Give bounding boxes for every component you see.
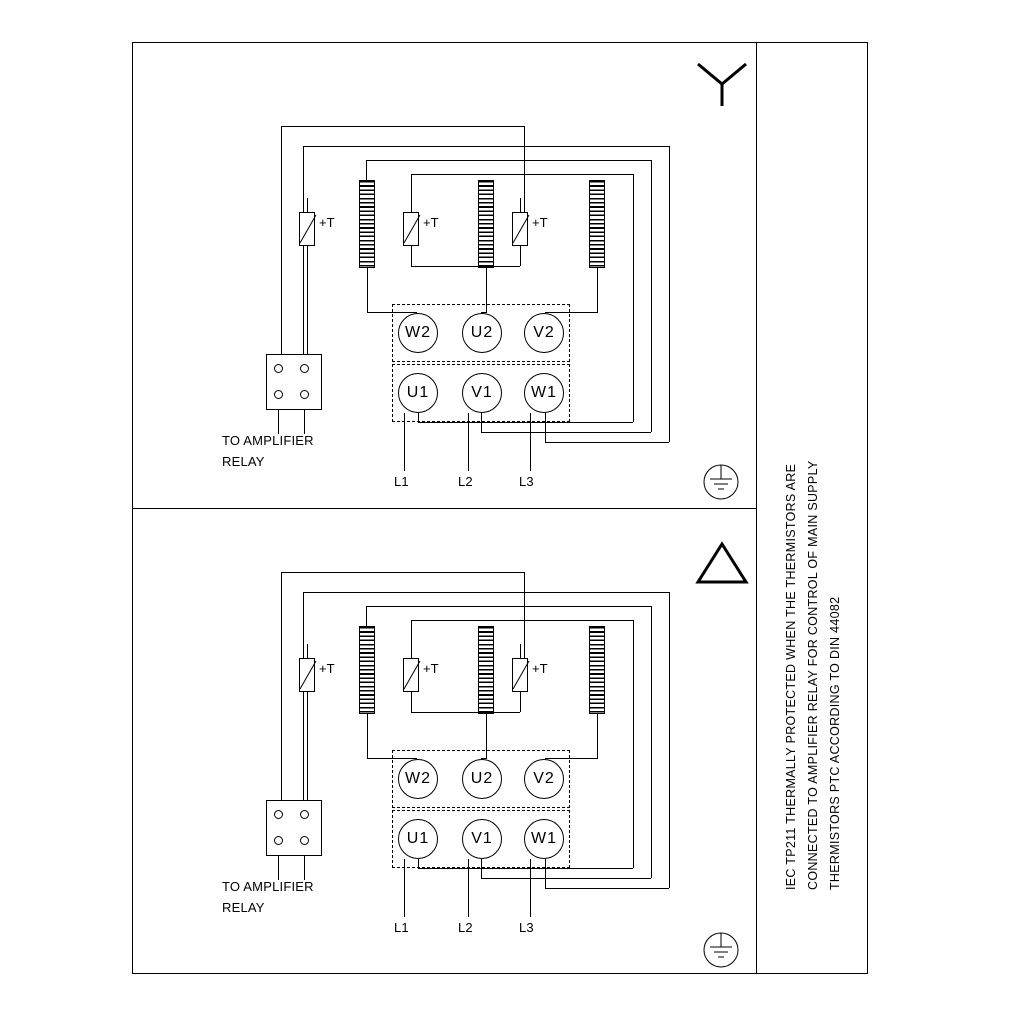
wire [411,692,412,712]
wire [411,620,633,621]
amplifier-label-line1: TO AMPLIFIER [222,879,314,894]
wire [303,592,304,806]
motor-coil [478,180,494,268]
thermistor-label: +T [532,215,548,230]
terminal-v1: V1 [462,819,502,859]
thermistor-slash-icon [401,210,423,248]
phase-label-l1: L1 [394,920,409,935]
motor-coil [478,626,494,714]
connector-pin [274,810,283,819]
terminal-u1: U1 [398,819,438,859]
wire [411,174,633,175]
thermistor-slash-icon [297,656,319,694]
wire [669,146,670,442]
delta-symbol [694,540,750,586]
phase-label-l2: L2 [458,474,473,489]
wire [520,644,521,658]
wire [303,146,669,147]
terminal-v2: V2 [524,759,564,799]
wire [367,714,368,759]
panel-star [0,0,1024,508]
earth-ground-icon [698,930,744,970]
wire [520,246,521,266]
thermistor-slash-icon [510,210,532,248]
wire [633,174,634,422]
wire [366,160,651,161]
thermistor-label: +T [319,661,335,676]
wire [669,592,670,888]
thermistor-label: +T [423,215,439,230]
note-line-3: THERMISTORS PTC ACCORDING TO DIN 44082 [828,596,842,890]
terminal-w1: W1 [524,373,564,413]
amplifier-label-line2: RELAY [222,900,265,915]
wire [278,856,279,880]
wire [411,266,520,267]
wire [281,572,282,806]
wire [481,413,482,432]
wire [633,620,634,868]
wire [307,692,308,806]
wire [411,246,412,266]
wire [481,432,651,433]
phase-label-l1: L1 [394,474,409,489]
wire [545,859,546,888]
wire [545,442,669,443]
wire [367,268,368,313]
wire [307,198,308,212]
thermistor-slash-icon [510,656,532,694]
wire [481,878,651,879]
wire [520,692,521,712]
motor-coil [359,626,375,714]
thermistor-slash-icon [401,656,423,694]
amplifier-connector [266,800,322,856]
wire [307,246,308,360]
phase-label-l3: L3 [519,474,534,489]
connector-pin [300,390,309,399]
wire [520,198,521,212]
wire [281,126,282,360]
connector-pin [300,364,309,373]
phase-label-l3: L3 [519,920,534,935]
note-line-1: IEC TP211 THERMALLY PROTECTED WHEN THE THERMISTORS ARE [784,463,798,890]
star-symbol [694,60,750,110]
note-line-2: CONNECTED TO AMPLIFIER RELAY FOR CONTROL OF MAIN SUPPLY [806,460,820,890]
wire [303,146,304,360]
terminal-v2: V2 [524,313,564,353]
wire [418,859,419,868]
connector-pin [274,364,283,373]
connector-pin [274,836,283,845]
wire [651,606,652,878]
thermistor-label: +T [319,215,335,230]
amplifier-connector [266,354,322,410]
connector-pin [300,810,309,819]
wire [411,712,520,713]
wire [304,856,305,880]
wire [545,888,669,889]
wire [366,606,367,626]
wire [418,413,419,422]
wire [366,606,651,607]
motor-coil [589,180,605,268]
wire [597,268,598,313]
wire [418,422,633,423]
thermistor-label: +T [532,661,548,676]
panel-delta [0,446,1024,974]
wire [411,644,412,658]
motor-coil [359,180,375,268]
wire [278,410,279,434]
wire [418,868,633,869]
wire [304,410,305,434]
wire [281,572,524,573]
terminal-w1: W1 [524,819,564,859]
motor-coil [589,626,605,714]
phase-label-l2: L2 [458,920,473,935]
wire [411,198,412,212]
amplifier-label-line1: TO AMPLIFIER [222,433,314,448]
connector-pin [274,390,283,399]
wire [366,160,367,180]
terminal-v1: V1 [462,373,502,413]
thermistor-slash-icon [297,210,319,248]
wire [307,644,308,658]
wire [281,126,524,127]
wire [597,714,598,759]
terminal-w2: W2 [398,313,438,353]
wire [651,160,652,432]
terminal-u2: U2 [462,313,502,353]
wire [481,859,482,878]
connector-pin [300,836,309,845]
thermistor-label: +T [423,661,439,676]
wire [545,413,546,442]
wire [303,592,669,593]
terminal-u1: U1 [398,373,438,413]
terminal-w2: W2 [398,759,438,799]
terminal-u2: U2 [462,759,502,799]
amplifier-label-line2: RELAY [222,454,265,469]
wire [404,859,405,917]
